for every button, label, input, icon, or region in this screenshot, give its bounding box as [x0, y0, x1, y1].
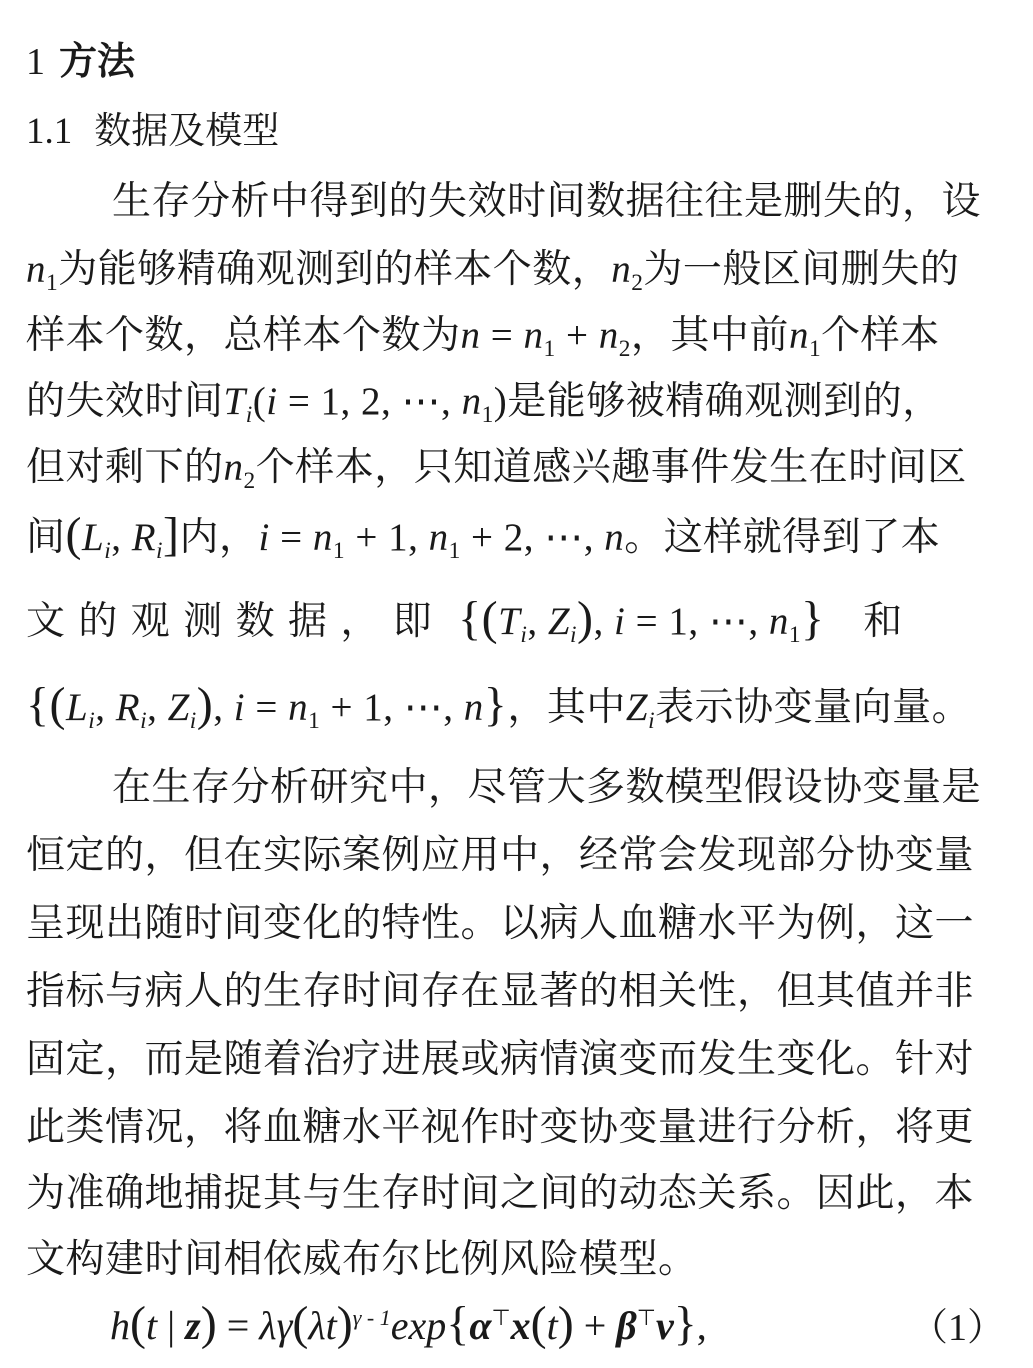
para1-line-7: 文 的 观 测 数 据 ， 即 {($T_i$, $Z_i$), i = 1, ⋯, $n_1$} 和: [26, 592, 903, 648]
para2-line-1: 在生存分析研究中，尽管大多数模型假设协变量是: [112, 765, 982, 810]
para2-line-8: 文构建时间相依威布尔比例风险模型。: [26, 1237, 698, 1282]
section-title: 方法: [59, 38, 136, 83]
para1-line-2: $n_1$为能够精确观测到的样本个数，$n_2$为一般区间删失的: [26, 247, 960, 296]
section-number: 1: [26, 41, 45, 83]
para1-line-3: 样本个数，总样本个数为$n = n_1 + n_2$，其中前$n_1$个样本: [26, 313, 940, 362]
para1-line-8: {($L_i$, $R_i$, $Z_i$), $i = n_1 + 1$, ⋯, n}，其中$Z_i$表示协变量向量。: [26, 678, 972, 734]
para2-line-7: 为准确地捕捉其与生存时间之间的动态关系。因此，本: [26, 1171, 975, 1216]
para2-line-3: 呈现出随时间变化的特性。以病人血糖水平为例，这一: [26, 901, 975, 946]
subsection-title: 数据及模型: [94, 109, 280, 152]
para1-line-6: 间($L_i$, $R_i$]内，$i = n_1 + 1$, $n_1 + 2$, ⋯, n。这样就得到了本: [26, 508, 941, 564]
subsection-heading: [26, 100, 279, 154]
para2-line-5: 固定，而是随着治疗进展或病情演变而发生变化。针对: [26, 1037, 975, 1082]
para2-line-6: 此类情况，将血糖水平视作时变协变量进行分析，将更: [26, 1105, 975, 1150]
para1-line-4: 的失效时间$T_i(i = 1$, 2, ⋯, $n_1$)是能够被精确观测到的，: [26, 379, 942, 428]
para1-line-5: 但对剩下的$n_2$个样本，只知道感兴趣事件发生在时间区: [26, 445, 967, 494]
subsection-number: 1.1: [26, 111, 73, 152]
equation-1: h(t | $z) = \lambda\gamma(\lambda t)^{\gamma - 1}\exp\{\alpha^⊤x(t) + \beta^⊤v\}$,: [110, 1297, 707, 1350]
para1-line-1: 生存分析中得到的失效时间数据往往是删失的，设: [112, 179, 982, 224]
section-heading: [26, 30, 135, 85]
para2-line-2: 恒定的，但在实际案例应用中，经常会发现部分协变量: [26, 833, 975, 878]
equation-number: （1）: [909, 1307, 1005, 1349]
para2-line-4: 指标与病人的生存时间存在显著的相关性，但其值并非: [26, 969, 975, 1014]
